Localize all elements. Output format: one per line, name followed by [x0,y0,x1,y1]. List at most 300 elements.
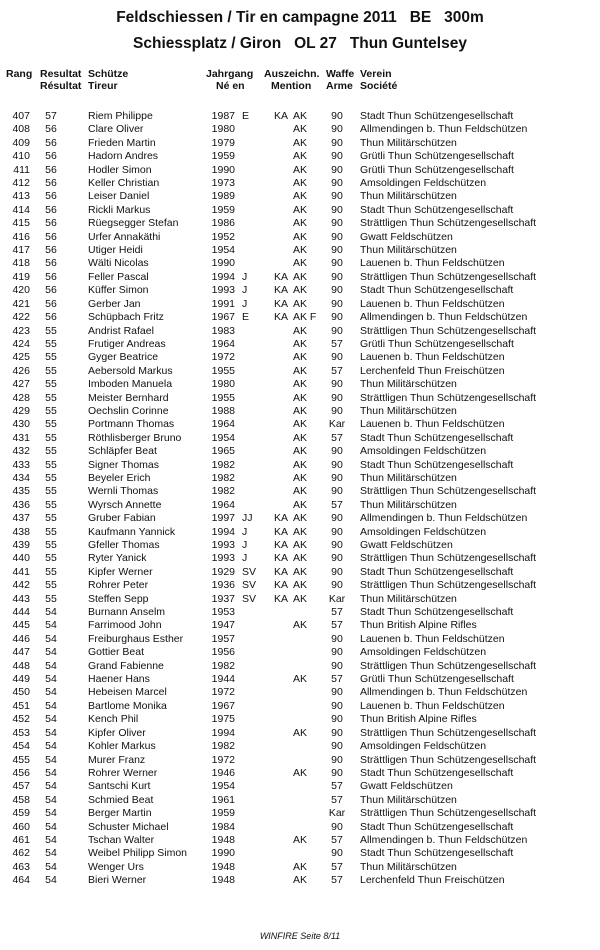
club-name: Stadt Thun Schützengesellschaft [360,203,514,216]
award-ak: AK [293,565,308,578]
rank-cell: 433 [12,458,30,471]
birth-year: 1980 [211,123,235,136]
weapon-cell: 90 [331,646,343,659]
result-cell: 56 [45,257,57,270]
birth-year: 1937 [211,592,235,605]
weapon-cell: 90 [331,244,343,257]
weapon-cell: 90 [331,525,343,538]
award-ak: AK [293,190,308,203]
table-row [0,432,600,445]
award-ak: AK [293,244,308,257]
table-row [0,593,600,606]
result-cell: 54 [45,860,57,873]
club-name: Lerchenfeld Thun Freischützen [360,364,505,377]
shooter-name: Gfeller Thomas [88,539,160,551]
birth-year: 1982 [211,485,235,498]
table-row [0,861,600,874]
result-cell: 54 [45,833,57,846]
birth-year: 1959 [211,203,235,216]
table-row [0,204,600,217]
shooter-name: Rüegsegger Stefan [88,217,179,230]
weapon-cell: 90 [331,659,343,672]
birth-year: 1972 [211,686,235,699]
category-cell: SV [242,579,257,592]
weapon-cell: Kar [328,592,346,605]
birth-year: 1948 [211,833,235,846]
award-ka: KA [274,512,289,525]
club-name: Strättligen Thun Schützengesellschaft [360,753,537,766]
award-ak: AK [293,592,308,605]
table-row [0,794,600,807]
birth-year: 1967 [211,699,235,712]
award-ak: AK [293,136,308,149]
club-name: Lauenen b. Thun Feldschützen [360,257,505,270]
rank-cell: 439 [12,539,30,551]
result-cell: 54 [45,807,57,820]
header-rang: Rang [6,68,33,80]
award-ak: AK [293,512,308,525]
result-cell: 54 [45,699,57,712]
rank-cell: 409 [12,136,30,149]
weapon-cell: 90 [331,847,343,860]
table-row [0,418,600,431]
shooter-name: Leiser Daniel [88,190,150,203]
birth-year: 1948 [211,874,235,887]
club-name: Strättligen Thun Schützengesellschaft [360,324,537,337]
result-cell: 56 [45,284,57,297]
result-cell: 54 [45,874,57,887]
table-row [0,499,600,512]
header-schuetze: Schütze [88,68,129,80]
shooter-name: Frieden Martin [88,136,156,149]
birth-year: 1953 [211,606,235,619]
weapon-cell: 90 [331,297,343,310]
birth-year: 1947 [211,619,235,632]
award-ka: KA [274,525,289,538]
table-row [0,338,600,351]
club-name: Lauenen b. Thun Feldschützen [360,699,505,712]
weapon-cell: 90 [331,404,343,417]
award-ak: AK [293,860,308,873]
page-title: Feldschiessen / Tir en campagne 2011 BE 300m [116,9,484,26]
club-name: Thun Militärschützen [360,404,457,417]
result-cell: 54 [45,753,57,766]
table-row [0,485,600,498]
award-ak: AK [293,766,308,779]
header-ne-en: Né en [216,80,245,92]
weapon-cell: Kar [328,807,346,820]
result-cell: 55 [45,579,57,592]
award-ka: KA [274,552,289,565]
rank-cell: 451 [12,699,30,712]
club-name: Thun Militärschützen [360,378,457,391]
shooter-name: Burnann Anselm [88,606,166,619]
table-row [0,190,600,203]
weapon-cell: 57 [331,619,343,632]
weapon-cell: 90 [331,740,343,753]
result-cell: 55 [45,498,57,511]
rank-cell: 410 [12,150,30,163]
result-cell: 56 [45,123,57,136]
award-ak: AK [293,673,308,686]
table-row [0,110,600,123]
rank-cell: 441 [12,565,30,578]
award-ka: KA [274,110,289,122]
club-name: Stadt Thun Schützengesellschaft [360,847,514,860]
rank-cell: 431 [12,431,30,444]
shooter-name: Kipfer Werner [88,565,153,578]
shooter-name: Weibel Philipp Simon [88,847,188,860]
award-ak: AK [293,391,308,404]
birth-year: 1946 [211,766,235,779]
header-arme: Arme [326,80,353,92]
shooter-name: Tschan Walter [88,833,155,846]
award-ak: AK [293,203,308,216]
rank-cell: 415 [12,217,30,230]
shooter-name: Santschi Kurt [88,780,151,793]
table-row [0,874,600,887]
category-cell: J [242,297,248,310]
birth-year: 1982 [211,659,235,672]
rank-cell: 445 [12,619,30,632]
result-cell: 54 [45,646,57,659]
rank-cell: 446 [12,632,30,645]
club-name: Amsoldingen Feldschützen [360,646,487,659]
weapon-cell: 57 [331,793,343,806]
shooter-name: Bieri Werner [88,874,147,887]
result-cell: 55 [45,431,57,444]
rank-cell: 418 [12,257,30,270]
shooter-name: Kipfer Oliver [88,726,146,739]
table-row [0,351,600,364]
rank-cell: 447 [12,646,30,659]
club-name: Gwatt Feldschützen [360,780,453,793]
category-cell: E [242,311,250,324]
rank-cell: 424 [12,337,30,350]
birth-year: 1989 [211,190,235,203]
table-row [0,445,600,458]
award-ak: AK [293,458,308,471]
weapon-cell: 90 [331,699,343,712]
weapon-cell: 90 [331,539,343,551]
award-ak: AK [293,619,308,632]
award-ak: AK [293,177,308,190]
club-name: Thun Militärschützen [360,136,457,149]
result-cell: 55 [45,471,57,484]
result-cell: 55 [45,485,57,498]
club-name: Grütli Thun Schützengesellschaft [360,673,514,686]
result-cell: 56 [45,150,57,163]
club-name: Lauenen b. Thun Feldschützen [360,297,505,310]
table-row [0,123,600,136]
result-cell: 54 [45,606,57,619]
shooter-name: Hadorn Andres [88,150,159,163]
rank-cell: 416 [12,230,30,243]
shooter-name: Keller Christian [88,177,160,190]
table-row [0,405,600,418]
birth-year: 1994 [211,726,235,739]
shooter-name: Meister Bernhard [88,391,169,404]
club-name: Thun Militärschützen [360,244,457,257]
award-ka: KA [274,539,289,551]
shooter-name: Wälti Nicolas [88,257,149,270]
rank-cell: 457 [12,780,30,793]
table-row [0,807,600,820]
table-row [0,231,600,244]
award-ak: AK [293,284,308,297]
shooter-name: Gottier Beat [88,646,145,659]
result-cell: 54 [45,847,57,860]
result-cell: 54 [45,619,57,632]
club-name: Grütli Thun Schützengesellschaft [360,337,514,350]
rank-cell: 464 [12,874,30,887]
birth-year: 1982 [211,740,235,753]
shooter-name: Andrist Rafael [88,324,154,337]
weapon-cell: 90 [331,686,343,699]
rank-cell: 454 [12,740,30,753]
award-ak: AK [293,552,308,565]
shooter-name: Rohrer Werner [88,766,158,779]
birth-year: 1955 [211,364,235,377]
club-name: Stadt Thun Schützengesellschaft [360,431,514,444]
shooter-name: Portmann Thomas [88,418,175,431]
result-cell: 55 [45,552,57,565]
rank-cell: 426 [12,364,30,377]
result-cell: 55 [45,404,57,417]
weapon-cell: 90 [331,565,343,578]
birth-year: 1964 [211,498,235,511]
rank-cell: 417 [12,244,30,257]
club-name: Amsoldingen Feldschützen [360,525,487,538]
rank-cell: 458 [12,793,30,806]
rank-cell: 435 [12,485,30,498]
birth-year: 1972 [211,753,235,766]
table-row [0,847,600,860]
award-ak: AK [293,230,308,243]
club-name: Thun Militärschützen [360,860,457,873]
shooter-name: Ryter Yanick [88,552,147,565]
weapon-cell: 90 [331,766,343,779]
shooter-name: Beyeler Erich [88,471,151,484]
weapon-cell: 90 [331,123,343,136]
result-cell: 54 [45,659,57,672]
table-row [0,834,600,847]
result-cell: 56 [45,217,57,230]
award-ak: AK [293,150,308,163]
table-row [0,298,600,311]
results-table [0,110,600,888]
shooter-name: Utiger Heidi [88,244,143,257]
award-ak: AK [293,874,308,887]
table-row [0,325,600,338]
rank-cell: 408 [12,123,30,136]
table-row [0,633,600,646]
weapon-cell: 57 [331,606,343,619]
rank-cell: 419 [12,270,30,283]
club-name: Amsoldingen Feldschützen [360,177,487,190]
rank-cell: 429 [12,404,30,417]
result-cell: 55 [45,378,57,391]
rank-cell: 436 [12,498,30,511]
shooter-name: Aebersold Markus [88,364,173,377]
shooter-name: Rickli Markus [88,203,151,216]
rank-cell: 434 [12,471,30,484]
award-ak: AK [293,123,308,136]
award-ak: AK [293,431,308,444]
birth-year: 1972 [211,351,235,364]
rank-cell: 459 [12,807,30,820]
club-name: Strättligen Thun Schützengesellschaft [360,270,537,283]
birth-year: 1964 [211,337,235,350]
category-cell: J [242,270,248,283]
category-cell: SV [242,592,257,605]
rank-cell: 452 [12,713,30,726]
header-societe: Société [360,80,398,92]
shooter-name: Schüpbach Fritz [88,311,164,324]
shooter-name: Hebeisen Marcel [88,686,167,699]
weapon-cell: 90 [331,177,343,190]
award-ak: AK [293,378,308,391]
club-name: Allmendingen b. Thun Feldschützen [360,512,528,525]
award-ak: AK [293,404,308,417]
club-name: Strättligen Thun Schützengesellschaft [360,659,537,672]
club-name: Allmendingen b. Thun Feldschützen [360,123,528,136]
result-cell: 55 [45,391,57,404]
award-ka: KA [274,284,289,297]
rank-cell: 450 [12,686,30,699]
club-name: Lauenen b. Thun Feldschützen [360,351,505,364]
shooter-name: Farrimood John [88,619,162,632]
rank-cell: 432 [12,445,30,458]
rank-cell: 425 [12,351,30,364]
award-ak: AK [293,163,308,176]
weapon-cell: 90 [331,190,343,203]
award-ka: KA [274,565,289,578]
table-row [0,378,600,391]
weapon-cell: 90 [331,485,343,498]
award-ak: AK [293,351,308,364]
weapon-cell: 90 [331,579,343,592]
birth-year: 1952 [211,230,235,243]
result-cell: 55 [45,512,57,525]
award-ak: AK [293,525,308,538]
birth-year: 1944 [211,673,235,686]
weapon-cell: 90 [331,324,343,337]
result-cell: 55 [45,592,57,605]
table-row [0,217,600,230]
weapon-cell: 90 [331,552,343,565]
shooter-name: Freiburghaus Esther [88,632,184,645]
table-row [0,539,600,552]
shooter-name: Oechslin Corinne [88,404,169,417]
shooter-name: Wyrsch Annette [88,498,162,511]
birth-year: 1979 [211,136,235,149]
table-row [0,365,600,378]
birth-year: 1994 [211,270,235,283]
club-name: Gwatt Feldschützen [360,230,453,243]
table-row [0,257,600,270]
shooter-name: Steffen Sepp [88,592,149,605]
club-name: Gwatt Feldschützen [360,539,453,551]
result-cell: 54 [45,766,57,779]
page-footer: WINFIRE Seite 8/11 [259,931,341,941]
weapon-cell: 90 [331,713,343,726]
table-row [0,177,600,190]
result-cell: 54 [45,686,57,699]
weapon-cell: 90 [331,270,343,283]
award-ak: AK [293,726,308,739]
birth-year: 1959 [211,807,235,820]
weapon-cell: 90 [331,445,343,458]
birth-year: 1984 [211,820,235,833]
weapon-cell: 57 [331,337,343,350]
shooter-name: Kohler Markus [88,740,156,753]
shooter-name: Bartlome Monika [88,699,167,712]
weapon-cell: 90 [331,163,343,176]
club-name: Stadt Thun Schützengesellschaft [360,110,514,122]
rank-cell: 461 [12,833,30,846]
birth-year: 1961 [211,793,235,806]
result-cell: 55 [45,539,57,551]
weapon-cell: 90 [331,351,343,364]
club-name: Strättligen Thun Schützengesellschaft [360,726,537,739]
birth-year: 1959 [211,150,235,163]
club-name: Allmendingen b. Thun Feldschützen [360,833,528,846]
birth-year: 1983 [211,324,235,337]
weapon-cell: 57 [331,874,343,887]
birth-year: 1956 [211,646,235,659]
shooter-name: Schmied Beat [88,793,154,806]
club-name: Strättligen Thun Schützengesellschaft [360,391,537,404]
club-name: Strättligen Thun Schützengesellschaft [360,579,537,592]
club-name: Thun Militärschützen [360,471,457,484]
rank-cell: 423 [12,324,30,337]
award-ak: AK [293,418,308,431]
result-cell: 56 [45,190,57,203]
header-jahrgang: Jahrgang [206,68,254,80]
rank-cell: 411 [13,163,30,176]
table-row [0,392,600,405]
result-cell: 56 [45,203,57,216]
club-name: Stadt Thun Schützengesellschaft [360,565,514,578]
club-name: Strättligen Thun Schützengesellschaft [360,552,537,565]
birth-year: 1936 [211,579,235,592]
birth-year: 1987 [211,110,235,122]
category-cell: E [242,110,250,122]
table-row [0,164,600,177]
result-cell: 54 [45,632,57,645]
category-cell: J [242,525,248,538]
club-name: Stadt Thun Schützengesellschaft [360,820,514,833]
birth-year: 1986 [211,217,235,230]
award-ak: AK [293,539,308,551]
rank-cell: 438 [12,525,30,538]
result-cell: 55 [45,458,57,471]
category-cell: J [242,552,248,565]
weapon-cell: 90 [331,378,343,391]
birth-year: 1929 [211,565,235,578]
birth-year: 1967 [211,311,235,324]
weapon-cell: 90 [331,284,343,297]
shooter-name: Schuster Michael [88,820,169,833]
table-row [0,579,600,592]
club-name: Grütli Thun Schützengesellschaft [360,163,514,176]
table-row [0,284,600,297]
club-name: Stadt Thun Schützengesellschaft [360,766,514,779]
weapon-cell: 57 [331,498,343,511]
shooter-name: Haener Hans [88,673,150,686]
rank-cell: 442 [12,579,30,592]
